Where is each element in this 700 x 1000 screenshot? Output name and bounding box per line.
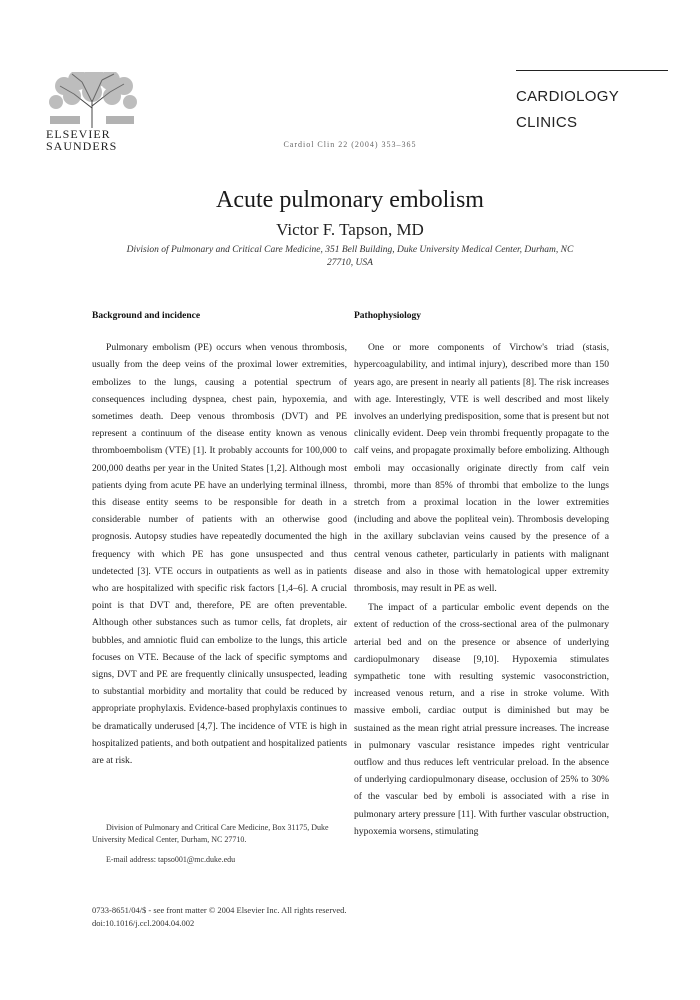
footnote: [92, 822, 347, 866]
journal-name: [516, 84, 619, 136]
paragraph: The impact of a particular embolic event depends on the extent of reduction of the cross-sectional area of the pulmonary arterial bed and on the presence or absence of underlying cardiopulmonary disease [9,10]. Hypoxemia stimulates sympathetic tone with resulting systemic vasoconstriction, increased venous return, and a rise in stroke volume. With massive emboli, cardiac output is diminished but may be sustained as the mean right atrial pressure increases. The increase in pulmonary vascular resistance impedes right ventricular outflow and thus reduces left ventricular preload. In the absence of underlying cardiopulmonary disease, occlusion of 25% to 30% of the vascular bed by emboli is associated with a rise in pulmonary artery pressure [11]. With further vascular obstruction, hypoxemia worsens, stimulating: [354, 602, 609, 837]
paragraph: Pulmonary embolism (PE) occurs when venous thrombosis, usually from the deep veins of the proximal lower extremities, embolizes to the lungs, causing a potential spectrum of consequences including dyspnea, chest pain, hypoxemia, and sometimes death. Deep venous thrombosis (DVT) and PE represent a continuum of the disease entity known as venous thromboembolism (VTE) [1]. It probably accounts for 100,000 to 200,000 deaths per year in the United States [1,2]. Although most patients dying from acute PE have an underlying terminal illness, this disease entity seems to be responsible for death in a considerable number of patients with an otherwise good prognosis. Autopsy studies have repeatedly documented the high frequency with which PE has gone unsuspected and thus undetected [3]. VTE occurs in outpatients as well as in patients who are hospitalized with specific risk factors [1,4–6]. A crucial point is that DVT and, therefore, PE are often preventable. Although other substances such as tumor cells, fat droplets, air bubbles, and amniotic fluid can embolize to the lungs, this article focuses on VTE. Because of the lack of specific symptoms and signs, DVT and PE are frequently clinically unsuspected, leading to substantial morbidity and mortality that could be reduced by appropriate prophylaxis. Evidence-based prophylaxis continues to be dramatically underused [4,7]. The incidence of VTE is high in hospitalized patients, and both outpatient and hospitalized patients are at risk.: [92, 342, 347, 767]
journal-line2: CLINICS: [516, 114, 578, 131]
doi-line: doi:10.1016/j.ccl.2004.04.002: [92, 918, 195, 928]
author-affiliation: Division of Pulmonary and Critical Care Medicine, 351 Bell Building, Duke University Medical Center, Durham, NC 27710, USA: [126, 245, 574, 268]
left-column: [92, 311, 347, 771]
journal-line1: CARDIOLOGY: [516, 88, 620, 105]
section-heading-background: Background and incidence: [92, 311, 201, 321]
footnote-affiliation: Division of Pulmonary and Critical Care Medicine, Box 31175, Duke University Medical Center, Durham, NC 27710.: [92, 823, 329, 844]
imprint: [92, 904, 347, 930]
article-author: Victor F. Tapson, MD: [276, 220, 424, 239]
right-column: [354, 311, 609, 842]
footnote-email: E-mail address: tapso001@mc.duke.edu: [106, 855, 236, 864]
citation: Cardiol Clin 22 (2004) 353–365: [283, 140, 417, 149]
journal-rule: [516, 70, 668, 71]
tree-icon: [44, 72, 140, 128]
section-heading-pathophysiology: Pathophysiology: [354, 311, 422, 321]
publisher-line1: ELSEVIER: [46, 127, 111, 141]
article-title: Acute pulmonary embolism: [216, 187, 484, 213]
paragraph: One or more components of Virchow's triad (stasis, hypercoagulability, and intimal injury), described more than 150 years ago, are present in nearly all patients [8]. The risk increases with age. Interestingly, VTE is well described and most likely involves an underlying predisposition, some that is present but not clinically evident. Deep vein thrombi frequently propagate to the calf veins, and propagate proximally before embolizing. Although emboli may occasionally originate directly from calf vein thrombi, more than 85% of thrombi that embolize to the lungs stretch from a proximal location in the lower extremities (including and above the popliteal vein). Thrombosis developing in the axillary subclavian veins caused by the presence of a central venous catheter, particularly in patients with malignant disease and also in those with hematological upper extremity thrombosis, may result in PE as well.: [354, 342, 609, 595]
copyright-line: 0733-8651/04/$ - see front matter © 2004 Elsevier Inc. All rights reserved.: [92, 905, 347, 915]
publisher-line2: SAUNDERS: [46, 139, 118, 153]
